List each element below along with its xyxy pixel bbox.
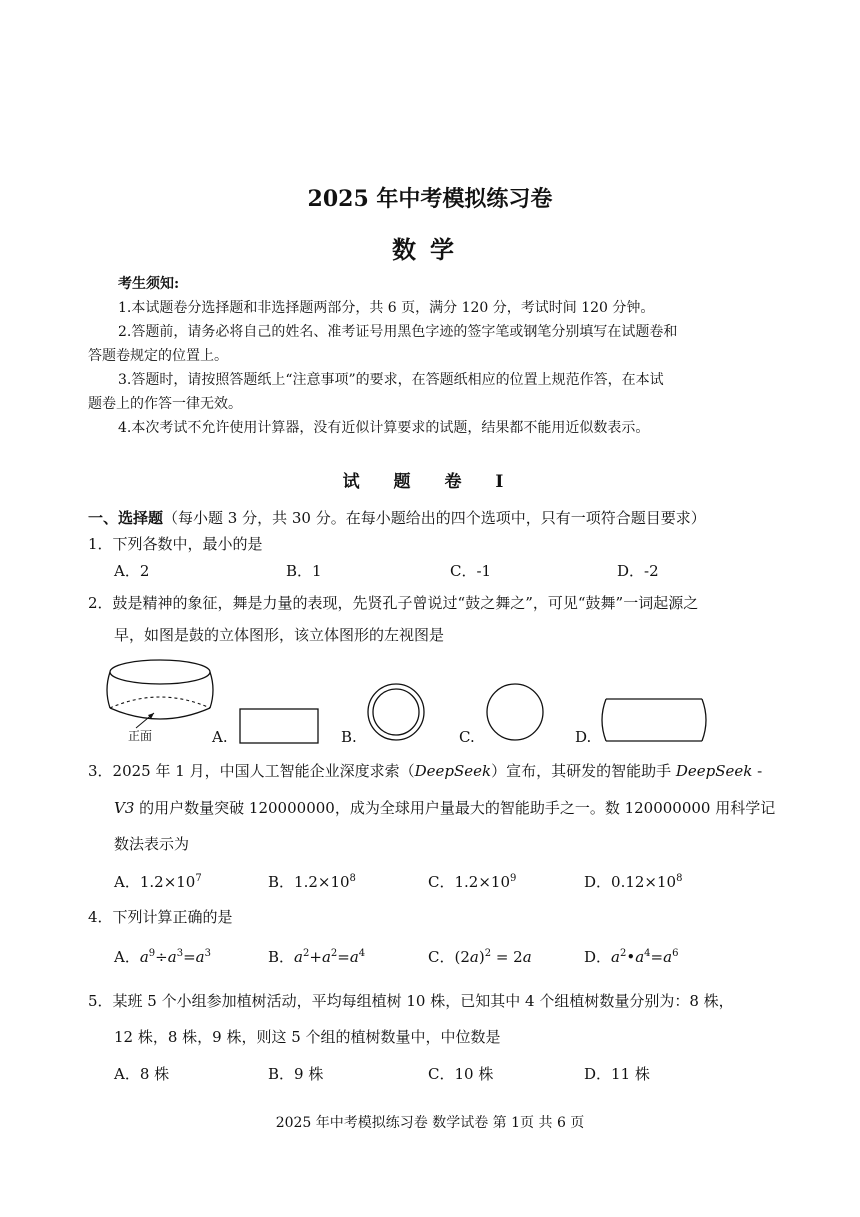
q1-option-c: C．-1: [450, 562, 492, 580]
q2-option-b-label: B.: [341, 728, 357, 746]
q4-option-c: C．$(2a)^2 = 2a$: [428, 948, 532, 966]
q2-option-c-label: C.: [459, 728, 475, 746]
notice-item-2: 2.答题前，请务必将自己的姓名、准考证号用黑色字迹的签字笔或钢笔分别填写在试题卷和: [118, 324, 678, 340]
exam-title: 2025 年中考模拟练习卷: [307, 186, 553, 212]
q3-stem-line1: [88, 760, 762, 781]
q1-option-d: D．-2: [617, 562, 659, 580]
notice-item-3: 3.答题时，请按照答题纸上“注意事项”的要求，在答题纸相应的位置上规范作答，在本试: [118, 372, 664, 388]
q4-option-b: B．$a^2+a^2=a^4$: [268, 948, 366, 966]
q5-stem-line1: 5．某班 5 个小组参加植树活动，平均每组植树 10 株，已知其中 4 个组植树数量分别为：8 株，: [88, 992, 734, 1010]
q5-option-c: C．10 株: [428, 1065, 494, 1083]
section-title: 试 题 卷 I: [342, 472, 518, 492]
drum-front-label: 正面: [128, 729, 153, 743]
q4-stem: 4．下列计算正确的是: [88, 908, 233, 926]
q4-option-a: A．$a^9\div a^3=a^3$: [114, 948, 211, 966]
q4-option-d: D．$a^2•a^4=a^6$: [584, 948, 679, 966]
q3-deepseek-2: DeepSeek: [675, 762, 753, 780]
q2-option-d-label: D.: [575, 728, 592, 746]
q2-option-b-double-circle: [366, 682, 426, 742]
q3-option-d: D．$0.12\times 10^8$: [584, 873, 683, 891]
drum-figure: [104, 656, 220, 740]
page-footer: 2025 年中考模拟练习卷 数学试卷 第 1页 共 6 页: [275, 1115, 585, 1131]
part-one-label: 一、选择题: [88, 509, 164, 527]
q5-option-a: A．8 株: [114, 1065, 170, 1083]
q2-option-a-label: A.: [212, 728, 228, 746]
q2-option-c-circle: [485, 682, 545, 742]
q3-deepseek-1: DeepSeek: [414, 762, 492, 780]
notice-heading: 考生须知:: [118, 276, 180, 292]
q5-option-d: D．11 株: [584, 1065, 650, 1083]
q2-stem-line2: 早，如图是鼓的立体图形，该立体图形的左视图是: [114, 626, 445, 644]
notice-item-3-cont: 题卷上的作答一律无效。: [88, 396, 242, 412]
q3-text-1: 3．2025 年 1 月，中国人工智能企业深度求索（: [88, 762, 415, 780]
notice-item-4: 4.本次考试不允许使用计算器，没有近似计算要求的试题，结果都不能用近似数表示。: [118, 420, 650, 436]
q3-text-2: ）宣布，其研发的智能助手: [491, 762, 676, 780]
q1-option-a: A．2: [114, 562, 150, 580]
q3-v3: V3: [114, 799, 135, 817]
q2-option-d-drum-shape: [600, 697, 708, 743]
q2-option-a-rectangle: [239, 708, 319, 744]
part-one-instructions: （每小题 3 分，共 30 分。在每小题给出的四个选项中，只有一项符合题目要求）: [163, 509, 706, 527]
q5-option-b: B．9 株: [268, 1065, 324, 1083]
part-one-heading: [88, 507, 706, 528]
q1-stem: 1．下列各数中，最小的是: [88, 535, 263, 553]
q3-option-b: B．$1.2\times 10^8$: [268, 873, 356, 891]
q5-stem-line2: 12 株，8 株，9 株，则这 5 个组的植树数量中，中位数是: [114, 1028, 501, 1046]
q3-stem-line3: 数法表示为: [114, 835, 190, 853]
notice-item-2-cont: 答题卷规定的位置上。: [88, 348, 228, 364]
subject-title: 数学: [392, 235, 468, 264]
q3-text-4: 的用户数量突破 120000000，成为全球用户量最大的智能助手之一。数 120000000 用科学记: [134, 799, 776, 817]
q3-text-3: -: [752, 762, 763, 780]
q3-option-a: A．$1.2\times 10^7$: [114, 873, 202, 891]
q3-stem-line2: [114, 797, 775, 818]
notice-item-1: 1.本试题卷分选择题和非选择题两部分，共 6 页，满分 120 分，考试时间 120 分钟。: [118, 300, 655, 316]
q3-option-c: C．$1.2\times 10^9$: [428, 873, 517, 891]
q2-stem-line1: 2．鼓是精神的象征，舞是力量的表现，先贤孔子曾说过“鼓之舞之”，可见“鼓舞”一词起源之: [88, 594, 699, 612]
q1-option-b: B．1: [286, 562, 322, 580]
